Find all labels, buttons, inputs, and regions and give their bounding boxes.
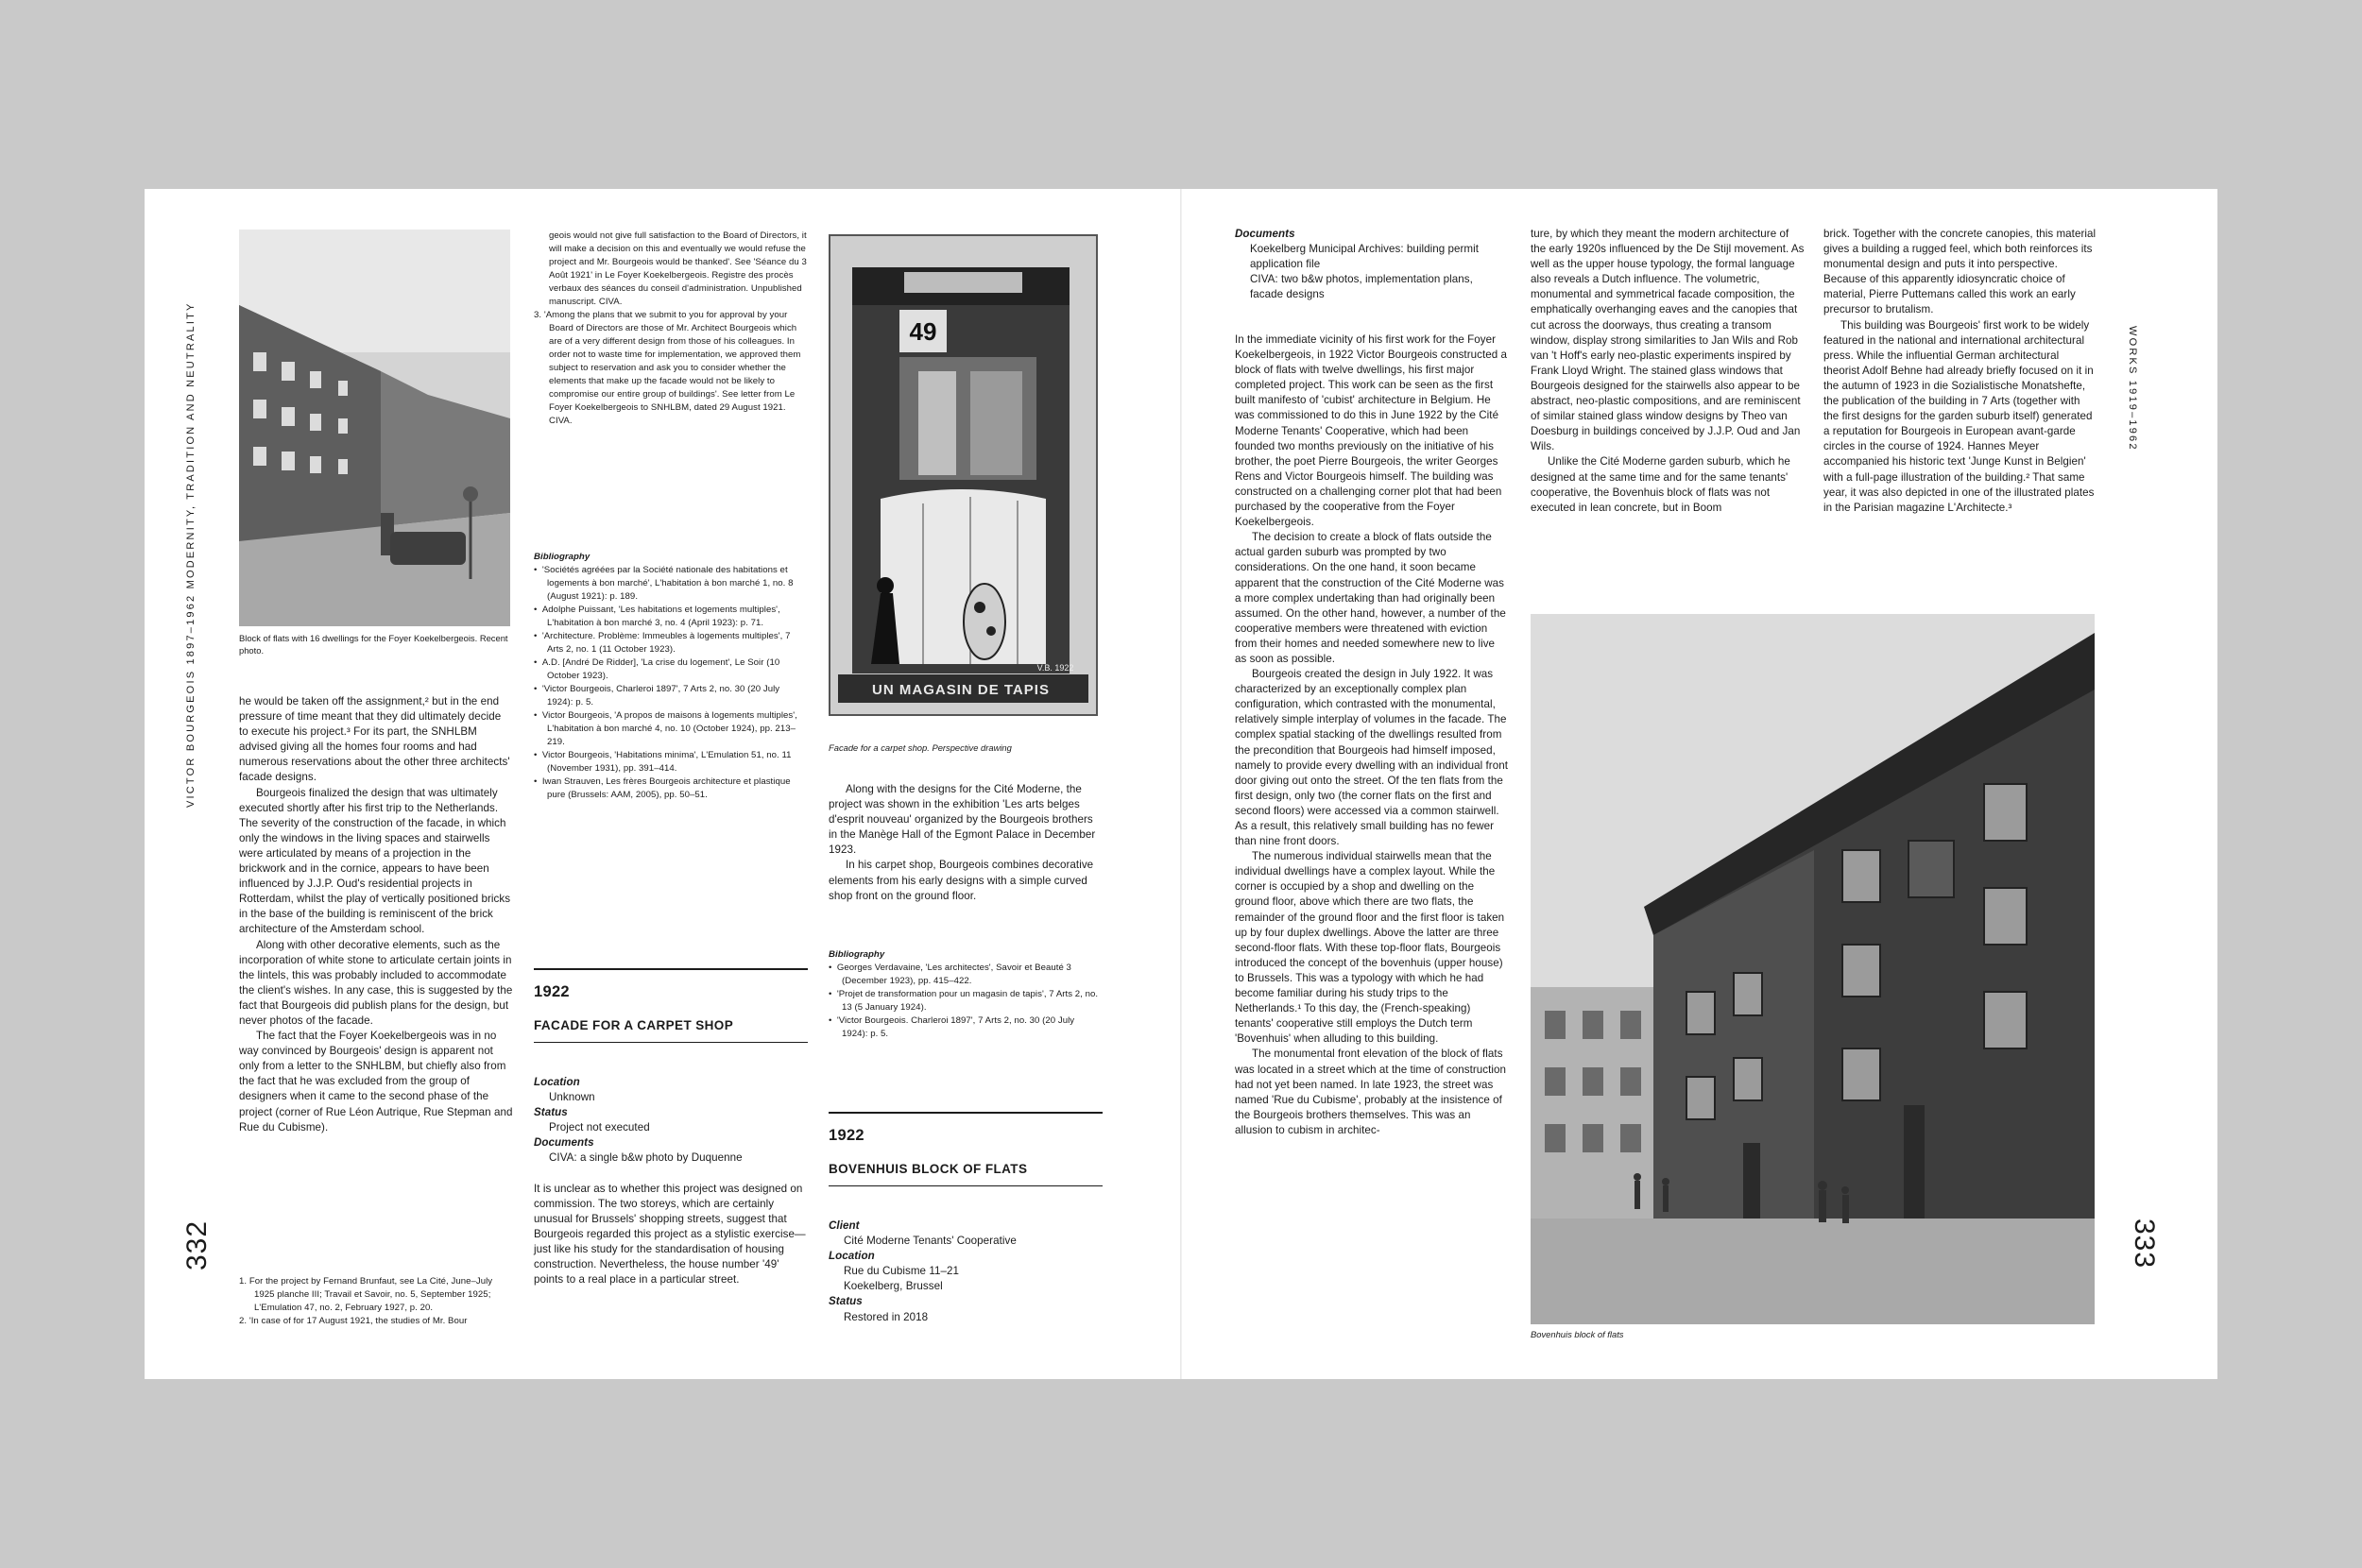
bibliography-entry: • 'Projet de transformation pour un magasin de tapis', 7 Arts 2, no. 13 (5 January 1924).	[829, 988, 1103, 1014]
section-year: 1922	[534, 983, 570, 1000]
paragraph: The fact that the Foyer Koekelbergeois was in no way convinced by Bourgeois' design is apparent not only from a letter to the SNHLBM, but chiefly also from the fact that he was excluded from the group of designers when it came to the second phase of the project (corner of Rue Léon Autrique, Rue Stepman and Rue du Cubisme).	[239, 1030, 513, 1133]
left-column-4	[829, 782, 1103, 904]
paragraph: In the immediate vicinity of his first work for the Foyer Koekelbergeois, in 1922 Victor Bourgeois constructed a block of flats with twelve dwellings, his first major completed project. This work can be seen as the first built manifesto of 'cubist' architecture in Belgium. He was commissioned to do this in June 1922 by the Cité Moderne Tenants' Cooperative, which had been founded two months previously on the initiative of his brother, the poet Pierre Bourgeois, the writer Georges Rens and Victor Bourgeois himself. The building was constructed on a challenging corner plot that had been purchased by the cooperative from the Foyer Koekelbergeois.	[1235, 333, 1507, 529]
documents-label: Documents	[1235, 228, 1295, 240]
right-page-number: 333	[2129, 1219, 2160, 1270]
bibliography-entry: • Georges Verdavaine, 'Les architectes', Savoir et Beauté 3 (December 1923), pp. 415–422.	[829, 962, 1103, 988]
paragraph: Bourgeois finalized the design that was ultimately executed shortly after his first trip to the Netherlands. The severity of the construction of the facade, in which only the windows in the living spaces and stairwells were articulated by means of a projection in the brickwork and in the cornice, appears to have been influenced by J.J.P. Oud's residential projects in Rotterdam, whilst the play of vertically positioned bricks in the base of the building is reminiscent of the brick architecture of the Amsterdam school.	[239, 786, 511, 936]
paragraph: brick. Together with the concrete canopies, this material gives a building a rugged feel, which both reinforces its monumental design and puts it into perspective. Because of this apparently idiosyncratic choice of material, Pierre Puttemans called this work an early precursor to brutalism.	[1823, 228, 2097, 316]
bibliography-1	[534, 551, 808, 802]
drawing-signature: V.B. 1922	[1036, 663, 1074, 673]
bibliography-entry: • A.D. [André De Ridder], 'La crise du logement', Le Soir (10 October 1923).	[534, 656, 808, 683]
left-page-number: 332	[181, 1219, 213, 1270]
bibliography-entry: • 'Victor Bourgeois, Charleroi 1897', 7 Arts 2, no. 30 (20 July 1924): p. 5.	[534, 683, 808, 709]
section-year: 1922	[829, 1127, 864, 1144]
bovenhuis-heading	[829, 1112, 1103, 1186]
footnote: 1. For the project by Fernand Brunfaut, see La Cité, June–July 1925 planche III; Travail et Savoir, no. 5, September 1925; L'Emulation 47, no. 2, February 1927, p. 20.	[239, 1276, 493, 1313]
bibliography-2	[829, 948, 1103, 1041]
paragraph: The monumental front elevation of the block of flats was located in a street which at the time of construction had not yet been named. In late 1923, the street was named 'Rue du Cubisme', probably at the insistence of the Bourgeois brothers themselves. This was an allusion to cubism in architec-	[1235, 1048, 1507, 1136]
paragraph: Unlike the Cité Moderne garden suburb, which he designed at the same time and for the same tenants' cooperative, the Bovenhuis block of flats was not executed in lean concrete, but in Boom	[1531, 455, 1790, 514]
photo-koekelberg-street	[239, 230, 510, 626]
detail-value: CIVA: a single b&w photo by Duquenne	[549, 1151, 743, 1165]
paragraph: The decision to create a block of flats outside the actual garden suburb was prompted by two considerations. On the one hand, it soon became apparent that the construction of the Cité Moderne was a more complex undertaking than had originally been assumed. On the other hand, however, a number of the cooperative members were threatened with eviction from their homes and needed somewhere new to live as soon as possible.	[1235, 531, 1506, 665]
left-footnotes	[239, 1275, 513, 1328]
detail-label: Status	[534, 1106, 568, 1119]
carpet-shop-drawing	[829, 234, 1098, 716]
detail-value: Restored in 2018	[844, 1310, 929, 1323]
section-rule	[534, 968, 808, 970]
shop-number-sign: 49	[909, 317, 937, 346]
paragraph: The numerous individual stairwells mean that the individual dwellings have a complex layout. While the corner is occupied by a shop and dwelling on the ground floor, above which there are two flats, the remainder of the ground floor and the first floor is taken up by four duplex dwellings. Above the latter are three second-floor flats. With these top-floor flats, Bourgeois introduced the concept of the bovenhuis (upper house) to Brussels. This was a typology with which he had become familiar during his study trips to the Netherlands.¹ To this day, the (French-speaking) tenants' cooperative still employs the Dutch term 'Bovenhuis' when alluding to this building.	[1235, 850, 1505, 1046]
documents-entry: Koekelberg Municipal Archives: building permit application file	[1250, 243, 1480, 271]
right-documents	[1235, 227, 1509, 302]
right-column-2	[1531, 227, 1805, 516]
section-title: BOVENHUIS BLOCK OF FLATS	[829, 1162, 1028, 1176]
paragraph: he would be taken off the assignment,² but in the end pressure of time meant that they did ultimately decide to execute his project.³ For its part, the SNHLBM advised giving all the homes four rooms and had numerous reservations about the other three architects' facade designs.	[239, 695, 510, 784]
bibliography-entry: • 'Architecture. Problème: Immeubles à logements multiples', 7 Arts 2, no. 1 (11 October 1923).	[534, 630, 808, 656]
bibliography-entry: • Victor Bourgeois, 'Habitations minima', L'Emulation 51, no. 11 (November 1931), pp. 391–414.	[534, 749, 808, 775]
footnote: 3. 'Among the plans that we submit to you for approval by your Board of Directors are those of Mr. Architect Bourgeois which are of a very different design from those of his colleagues. In order not to waste time for implementation, we approved them subject to reservation and ask you to consider whether the elements that make up the facade would not be likely to compromise our entire group of buildings'. See letter from Le Foyer Koekelbergeois to SNHLBM, dated 29 August 1921. CIVA.	[534, 310, 801, 426]
detail-label: Location	[829, 1250, 875, 1263]
detail-value: Unknown	[549, 1091, 595, 1104]
section-rule	[829, 1112, 1103, 1114]
right-column-1	[1235, 332, 1509, 1138]
left-column-2-notes	[534, 230, 808, 428]
footnote-continued: geois would not give full satisfaction to the Board of Directors, it will make a decision on this and eventually we would refuse the project and Mr. Bourgeois would be thanked'. See 'Séance du 3 Août 1921' in Le Foyer Koekelbergeois. Registre des procès verbaux des séances du conseil d'administration. Unpublished manuscript. CIVA.	[549, 230, 807, 307]
paragraph: It is unclear as to whether this project was designed on commission. The two storeys, which are certainly unusual for Brussels' shopping streets, suggest that Bourgeois regarded this project as a stylistic exercise—just like his study for the standardisation of housing construction. Nevertheless, the house number '49' points to a real place in a particular street.	[534, 1182, 806, 1287]
bibliography-label: Bibliography	[534, 552, 590, 562]
shop-sign-text: UN MAGASIN DE TAPIS	[872, 682, 1050, 698]
shop-drawing-caption: Facade for a carpet shop. Perspective drawing	[829, 742, 1012, 753]
bibliography-entry: • Adolphe Puissant, 'Les habitations et logements multiples', L'habitation à bon marché 3, no. 4 (April 1923): p. 71.	[534, 604, 808, 630]
paragraph: Bourgeois created the design in July 1922. It was characterized by an exceptionally complex plan configuration, which contrasted with the monumental, relatively simple interplay of volumes in the facade. The complex spatial stacking of the dwellings resulted from the precondition that Bourgeois had himself imposed, namely to provide every dwelling with an individual front door giving out onto the street. Of the ten flats from the first design, only two (the corner flats on the first and second floors) were accessed via a common stairwell. As a result, this relatively small building has no fewer than nine front doors.	[1235, 668, 1508, 848]
detail-label: Location	[534, 1076, 580, 1088]
bibliography-entry: • Victor Bourgeois, 'A propos de maisons à logements multiples', L'habitation à bon marché 4, no. 10 (October 1924), pp. 213–219.	[534, 709, 808, 749]
detail-label: Client	[829, 1219, 860, 1232]
bibliography-label: Bibliography	[829, 949, 885, 960]
paragraph: ture, by which they meant the modern architecture of the early 1920s influenced by the De Stijl movement. As well as the upper house typology, the formal language also reveals a Dutch influence. The volumetric, monumental and symmetrical facade composition, the emphatically overhanging eaves and the canopies that cut across the doorways, thus creating a transom window, display strong similarities to Jan Wils and Rob van 't Hoff's early neo-plastic experiments inspired by Frank Lloyd Wright. The stained glass windows that Bourgeois designed for the stairwells also appear to be abstract, neo-plastic compositions, and are reminiscent of similar stained glass window designs by Theo van Doesburg in buildings conceived by J.J.P. Oud and Jan Wils.	[1531, 228, 1805, 453]
section-thin-rule	[534, 1042, 808, 1043]
left-column-1	[239, 694, 513, 1135]
footnote: 2. 'In case of for 17 August 1921, the studies of Mr. Bour	[239, 1316, 468, 1326]
paragraph: In his carpet shop, Bourgeois combines decorative elements from his early designs with a simple curved shop front on the ground floor.	[829, 859, 1094, 902]
detail-value: Koekelberg, Brussel	[844, 1280, 943, 1293]
carpet-shop-heading	[534, 968, 808, 1043]
detail-value: Project not executed	[549, 1121, 650, 1134]
detail-label: Status	[829, 1295, 863, 1308]
section-thin-rule	[829, 1185, 1103, 1186]
detail-value: Rue du Cubisme 11–21	[844, 1265, 959, 1278]
paragraph: This building was Bourgeois' first work to be widely featured in the national and international architectural press. While the influential German architectural theorist Adolf Behne had already briefly focused on it in the autumn of 1923 in die Sozialistische Monatshefte, the publication of the building in 7 Arts (together with the first designs for the garden suburb itself) generated a reputation for Bourgeois in European avant-garde circles in the course of 1924. Hannes Meyer accompanied his historic text 'Junge Kunst in Belgien' with a full-page illustration of the building.² That same year, it was also depicted in one of the illustrated plates in the Parisian magazine L'Architecte.³	[1823, 318, 2095, 514]
photo-bovenhuis	[1531, 614, 2095, 1324]
carpet-shop-details	[534, 1075, 808, 1287]
photo1-caption: Block of flats with 16 dwellings for the Foyer Koekelbergeois. Recent photo.	[239, 633, 508, 656]
bovenhuis-photo-caption: Bovenhuis block of flats	[1531, 1329, 1624, 1339]
paragraph: Along with other decorative elements, such as the incorporation of white stone to articulate certain joints in the lintels, this was probably included to accommodate the client's wishes. In any case, this is suggested by the fact that Bourgeois did publish plans for the design, but never photos of the facade.	[239, 938, 513, 1027]
paragraph: Along with the designs for the Cité Moderne, the project was shown in the exhibition 'Les arts belges d'esprit nouveau' organized by the Bourgeois brothers in the Manège Hall of the Egmont Palace in December 1923.	[829, 783, 1096, 857]
documents-entry: CIVA: two b&w photos, implementation plans, facade designs	[1250, 273, 1473, 301]
detail-value: Cité Moderne Tenants' Cooperative	[844, 1235, 1017, 1248]
detail-label: Documents	[534, 1136, 594, 1150]
bibliography-entry: • Iwan Strauven, Les frères Bourgeois architecture et plastique pure (Brussels: AAM, 2005), pp. 50–51.	[534, 775, 808, 802]
right-column-3	[1823, 227, 2097, 516]
bibliography-entry: • 'Sociétés agréées par la Société nationale des habitations et logements à bon marché', L'habitation à bon marché 1, no. 8 (August 1921): p. 189.	[534, 564, 808, 604]
left-running-head: VICTOR BOURGEOIS 1897–1962 MODERNITY, TRADITION AND NEUTRALITY	[185, 301, 197, 808]
right-running-head: WORKS 1919–1962	[2127, 326, 2138, 452]
section-title: FACADE FOR A CARPET SHOP	[534, 1018, 734, 1032]
bovenhuis-details	[829, 1219, 1103, 1325]
bibliography-entry: • 'Victor Bourgeois. Charleroi 1897', 7 Arts 2, no. 30 (20 July 1924): p. 5.	[829, 1014, 1103, 1041]
